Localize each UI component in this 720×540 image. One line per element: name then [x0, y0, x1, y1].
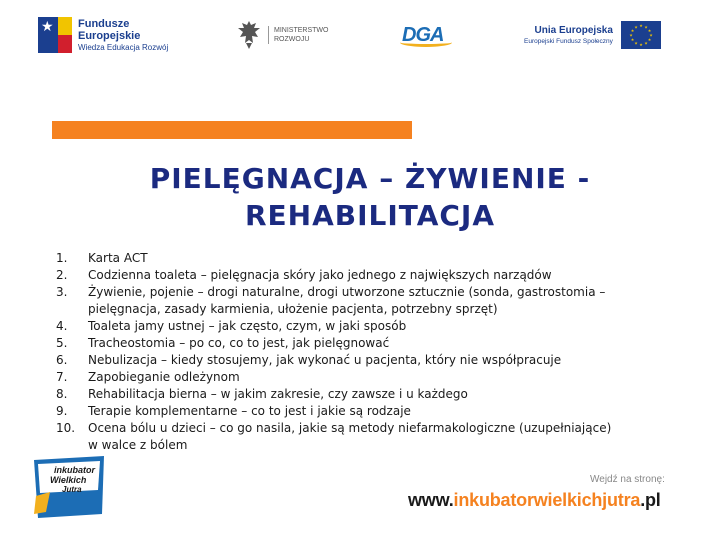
list-item [56, 386, 616, 403]
item-number: 1. [56, 251, 68, 265]
eu-flag-icon [621, 21, 661, 49]
title-line1: PIELĘGNACJA – ŻYWIENIE - [149, 162, 591, 195]
title-line2: REHABILITACJA [244, 199, 496, 232]
list-item [56, 250, 616, 267]
slide-title [90, 160, 650, 234]
item-text: Codzienna toaleta – pielęgnacja skóry jako jednego z największych narządów [88, 268, 552, 282]
dga-logo [402, 14, 443, 56]
item-text: Rehabilitacja bierna – w jakim zakresie, czy zawsze i u każdego [88, 387, 468, 401]
svg-text:★: ★ [639, 23, 643, 28]
item-text: Terapie komplementarne – co to jest i jakie są rodzaje [88, 404, 411, 418]
eagle-emblem-icon [236, 19, 262, 51]
item-text: Tracheostomia – po co, co to jest, jak pielęgnować [88, 336, 390, 350]
list-item [56, 284, 616, 318]
item-number: 4. [56, 319, 68, 333]
list-item [56, 318, 616, 335]
inkub-line2: Wielkich [50, 475, 87, 485]
fundusze-europejskie-logo [38, 14, 168, 56]
url-main: inkubatorwielkichjutra [453, 490, 641, 510]
url-suffix: .pl [640, 490, 661, 510]
unia-europejska-logo [524, 14, 661, 56]
topic-list [56, 250, 616, 454]
item-text: Toaleta jamy ustnej – jak często, czym, w jaki sposób [88, 319, 407, 333]
list-item [56, 352, 616, 369]
fe-logo-line3: Wiedza Edukacja Rozwój [78, 42, 169, 52]
item-text: Karta ACT [88, 251, 148, 265]
ue-line1: Unia Europejska [534, 24, 613, 36]
ministry-logo [236, 14, 328, 56]
svg-text:★: ★ [644, 24, 648, 30]
inkub-line3: Jutra [62, 485, 82, 494]
item-number: 2. [56, 268, 68, 282]
item-number: 6. [56, 353, 68, 367]
ue-line2: Europejski Fundusz Społeczny [524, 37, 613, 45]
fe-logo-line2: Europejskie [78, 29, 141, 42]
list-item [56, 403, 616, 420]
list-item [56, 335, 616, 352]
svg-text:★: ★ [644, 40, 648, 46]
list-item [56, 267, 616, 284]
footer-url-link[interactable] [408, 490, 661, 511]
svg-text:★: ★ [649, 32, 653, 38]
svg-text:★: ★ [639, 42, 643, 47]
list-item [56, 369, 616, 386]
ministry-line1: MINISTERSTWO [274, 27, 329, 34]
fe-mark-icon: ★ [38, 17, 72, 53]
fe-logo-line1: Fundusze [78, 17, 130, 30]
dga-swoosh-icon [400, 38, 452, 47]
item-text: Żywienie, pojenie – drogi naturalne, drogi utworzone sztucznie (sonda, gastrostomia – pielęgnacja, zasady karmienia, ułożenie pacjenta, potrzebny sprzęt) [88, 285, 606, 316]
item-text: Ocena bólu u dzieci – co go nasila, jakie są metody niefarmakologiczne (uzupełniające) w walce z bólem [88, 421, 612, 452]
orange-accent-bar [52, 121, 412, 139]
item-number: 10. [56, 421, 76, 435]
svg-text:★: ★ [629, 32, 633, 38]
item-text: Nebulizacja – kiedy stosujemy, jak wykonać u pacjenta, który nie współpracuje [88, 353, 562, 367]
svg-text:★: ★ [647, 28, 652, 33]
ministry-line2: ROZWOJU [274, 36, 310, 43]
item-text: Zapobieganie odleżynom [88, 370, 240, 384]
svg-text:★: ★ [630, 37, 635, 42]
svg-text:★: ★ [630, 28, 635, 33]
svg-text:★: ★ [634, 40, 638, 46]
item-number: 3. [56, 285, 68, 299]
inkubator-logo [30, 452, 110, 522]
item-number: 7. [56, 370, 68, 384]
svg-text:★: ★ [634, 24, 638, 30]
logo-bar [0, 0, 720, 75]
list-item [56, 420, 616, 454]
svg-text:★: ★ [647, 37, 652, 42]
url-prefix: www. [408, 490, 454, 510]
dga-text: DGA [402, 23, 444, 46]
item-number: 9. [56, 404, 68, 418]
item-number: 5. [56, 336, 68, 350]
inkub-line1: inkubator [54, 465, 96, 475]
item-number: 8. [56, 387, 68, 401]
footer-note: Wejdź na stronę: [590, 474, 665, 485]
